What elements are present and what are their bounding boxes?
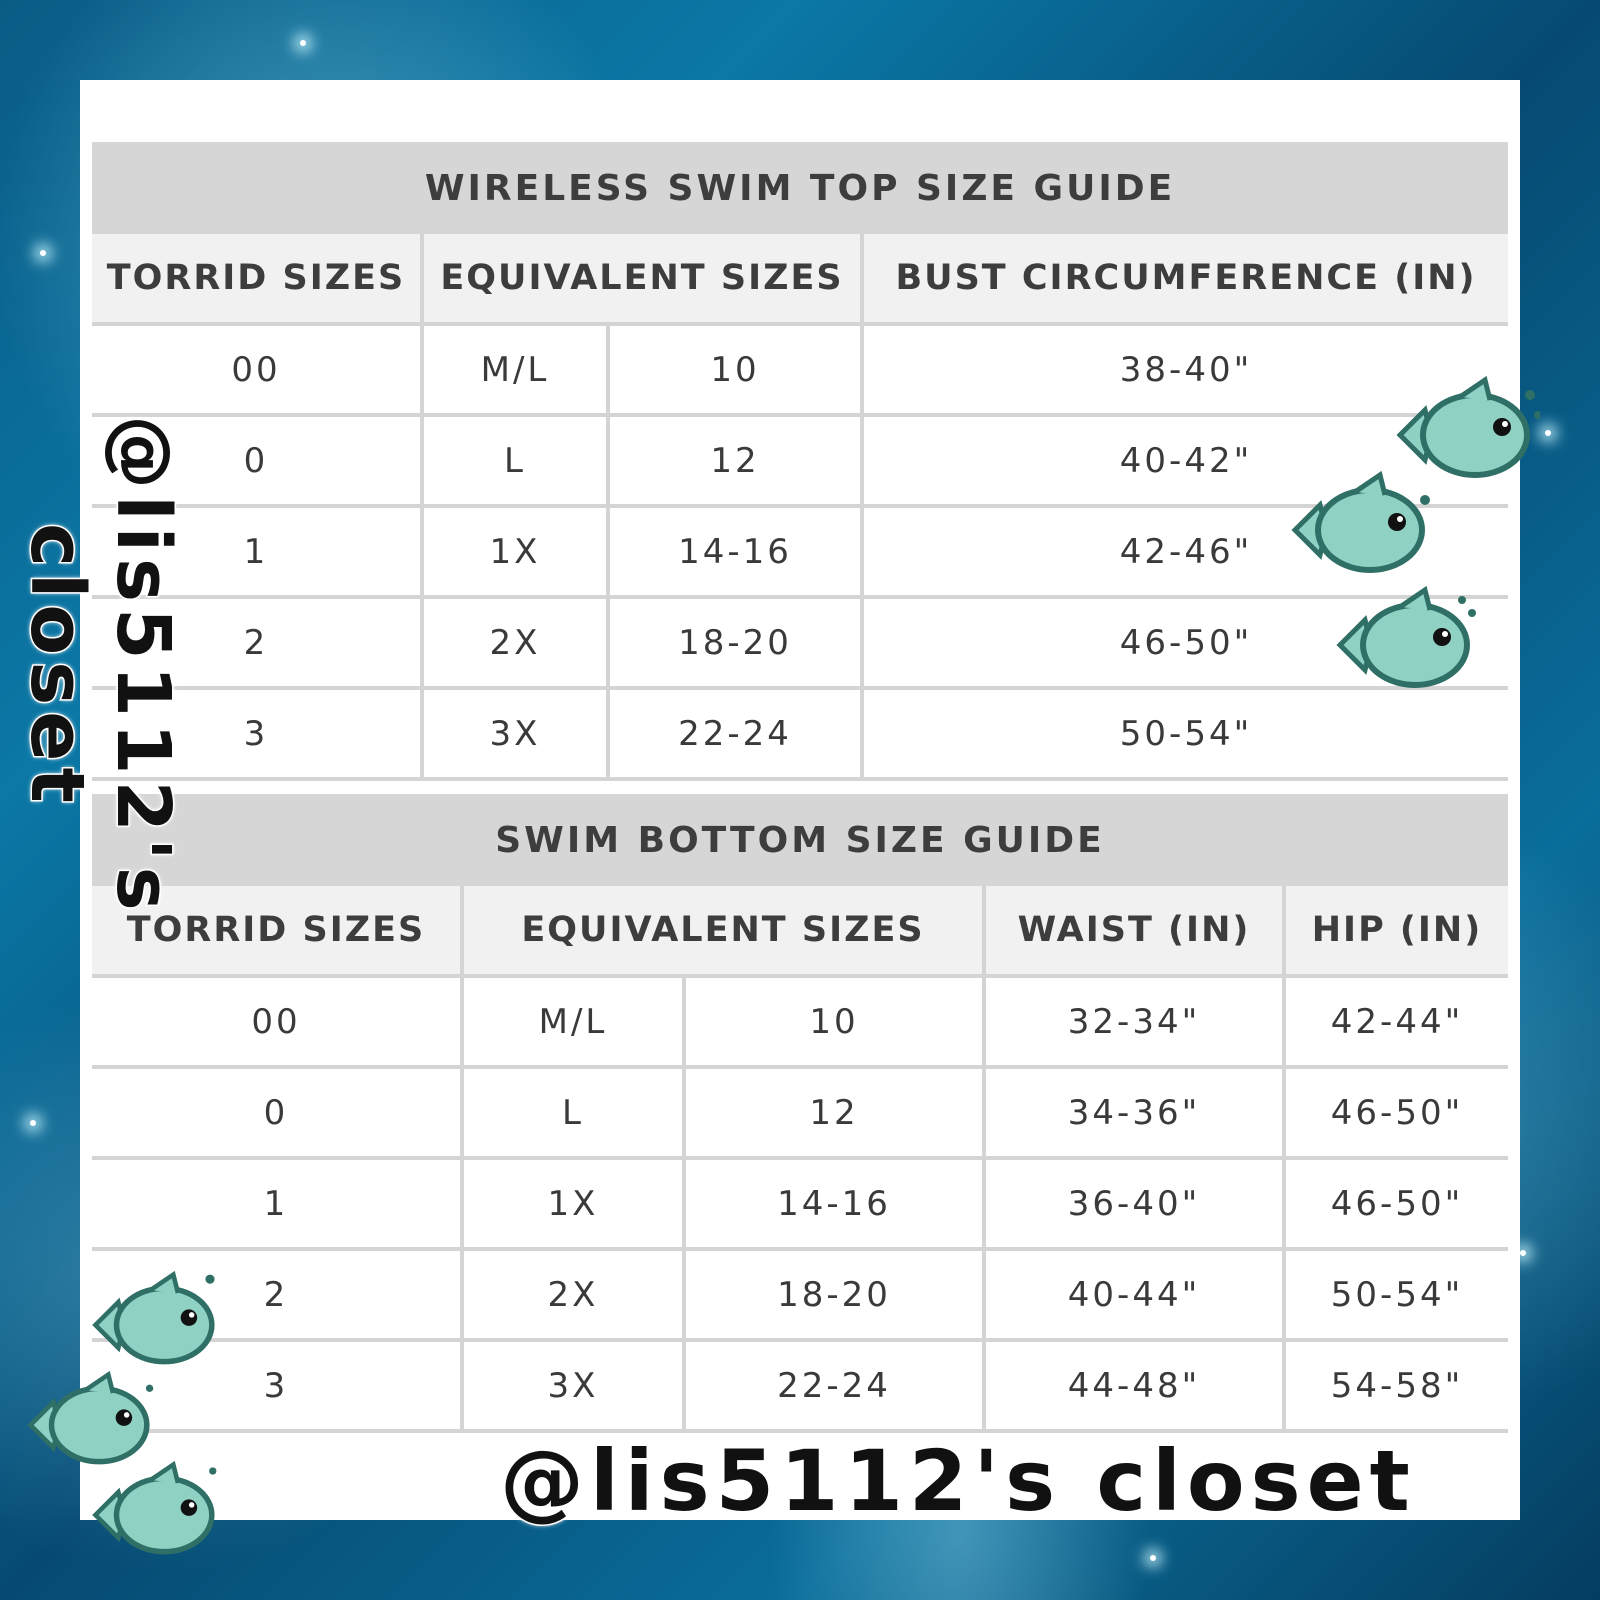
torrid-size: 00 bbox=[92, 976, 462, 1067]
watermark-bottom: @lis5112's closet bbox=[500, 1432, 1416, 1530]
torrid-size: 2 bbox=[92, 597, 422, 688]
hip-measurement: 46-50" bbox=[1284, 1067, 1508, 1158]
water-sparkle bbox=[1545, 430, 1551, 436]
header-equivalent-sizes: EQUIVALENT SIZES bbox=[462, 886, 984, 976]
swim-bottom-size-guide bbox=[92, 794, 1508, 1433]
equivalent-letter-size: M/L bbox=[462, 976, 684, 1067]
size-guide-card bbox=[80, 80, 1520, 1520]
bust-measurement: 40-42" bbox=[862, 415, 1508, 506]
torrid-size: 0 bbox=[92, 415, 422, 506]
watermark-side: @lis5112's closet bbox=[14, 415, 186, 917]
bust-measurement: 46-50" bbox=[862, 597, 1508, 688]
table-row bbox=[92, 597, 1508, 688]
equivalent-number-size: 14-16 bbox=[684, 1158, 984, 1249]
fish-icon bbox=[85, 1460, 225, 1570]
table-row bbox=[92, 976, 1508, 1067]
equivalent-letter-size: L bbox=[422, 415, 608, 506]
table-row bbox=[92, 324, 1508, 415]
equivalent-number-size: 18-20 bbox=[608, 597, 862, 688]
fish-icon bbox=[85, 1270, 225, 1380]
torrid-size: 3 bbox=[92, 688, 422, 779]
water-sparkle bbox=[30, 1120, 36, 1126]
bottom-guide-title: SWIM BOTTOM SIZE GUIDE bbox=[92, 794, 1508, 886]
waist-measurement: 40-44" bbox=[984, 1249, 1284, 1340]
bust-measurement: 42-46" bbox=[862, 506, 1508, 597]
fish-icon bbox=[1330, 585, 1480, 705]
water-sparkle bbox=[300, 40, 306, 46]
waist-measurement: 32-34" bbox=[984, 976, 1284, 1067]
torrid-size: 2 bbox=[92, 1249, 462, 1340]
equivalent-number-size: 12 bbox=[684, 1067, 984, 1158]
header-equivalent-sizes: EQUIVALENT SIZES bbox=[422, 234, 862, 324]
hip-measurement: 54-58" bbox=[1284, 1340, 1508, 1431]
equivalent-letter-size: M/L bbox=[422, 324, 608, 415]
header-waist: WAIST (IN) bbox=[984, 886, 1284, 976]
waist-measurement: 36-40" bbox=[984, 1158, 1284, 1249]
hip-measurement: 46-50" bbox=[1284, 1158, 1508, 1249]
waist-measurement: 44-48" bbox=[984, 1340, 1284, 1431]
torrid-size: 3 bbox=[92, 1340, 462, 1431]
bust-measurement: 50-54" bbox=[862, 688, 1508, 779]
torrid-size: 1 bbox=[92, 1158, 462, 1249]
equivalent-number-size: 10 bbox=[684, 976, 984, 1067]
equivalent-number-size: 10 bbox=[608, 324, 862, 415]
bust-measurement: 38-40" bbox=[862, 324, 1508, 415]
top-guide-title: WIRELESS SWIM TOP SIZE GUIDE bbox=[92, 142, 1508, 234]
equivalent-letter-size: L bbox=[462, 1067, 684, 1158]
equivalent-number-size: 18-20 bbox=[684, 1249, 984, 1340]
torrid-size: 1 bbox=[92, 506, 422, 597]
header-torrid-sizes: TORRID SIZES bbox=[92, 234, 422, 324]
equivalent-letter-size: 1X bbox=[462, 1158, 684, 1249]
equivalent-letter-size: 3X bbox=[462, 1340, 684, 1431]
equivalent-number-size: 22-24 bbox=[608, 688, 862, 779]
water-sparkle bbox=[1150, 1555, 1156, 1561]
table-row bbox=[92, 1249, 1508, 1340]
equivalent-letter-size: 3X bbox=[422, 688, 608, 779]
water-sparkle bbox=[1520, 1250, 1526, 1256]
header-torrid-sizes: TORRID SIZES bbox=[92, 886, 462, 976]
header-bust-circumference: BUST CIRCUMFERENCE (IN) bbox=[862, 234, 1508, 324]
waist-measurement: 34-36" bbox=[984, 1067, 1284, 1158]
water-sparkle bbox=[40, 250, 46, 256]
equivalent-number-size: 14-16 bbox=[608, 506, 862, 597]
header-hip: HIP (IN) bbox=[1284, 886, 1508, 976]
hip-measurement: 50-54" bbox=[1284, 1249, 1508, 1340]
table-row bbox=[92, 1158, 1508, 1249]
table-row bbox=[92, 688, 1508, 779]
equivalent-letter-size: 2X bbox=[462, 1249, 684, 1340]
equivalent-number-size: 22-24 bbox=[684, 1340, 984, 1431]
equivalent-letter-size: 1X bbox=[422, 506, 608, 597]
torrid-size: 00 bbox=[92, 324, 422, 415]
equivalent-number-size: 12 bbox=[608, 415, 862, 506]
fish-icon bbox=[1285, 470, 1435, 590]
equivalent-letter-size: 2X bbox=[422, 597, 608, 688]
torrid-size: 0 bbox=[92, 1067, 462, 1158]
hip-measurement: 42-44" bbox=[1284, 976, 1508, 1067]
table-row bbox=[92, 1340, 1508, 1431]
table-row bbox=[92, 1067, 1508, 1158]
wireless-swim-top-size-guide bbox=[92, 142, 1508, 781]
